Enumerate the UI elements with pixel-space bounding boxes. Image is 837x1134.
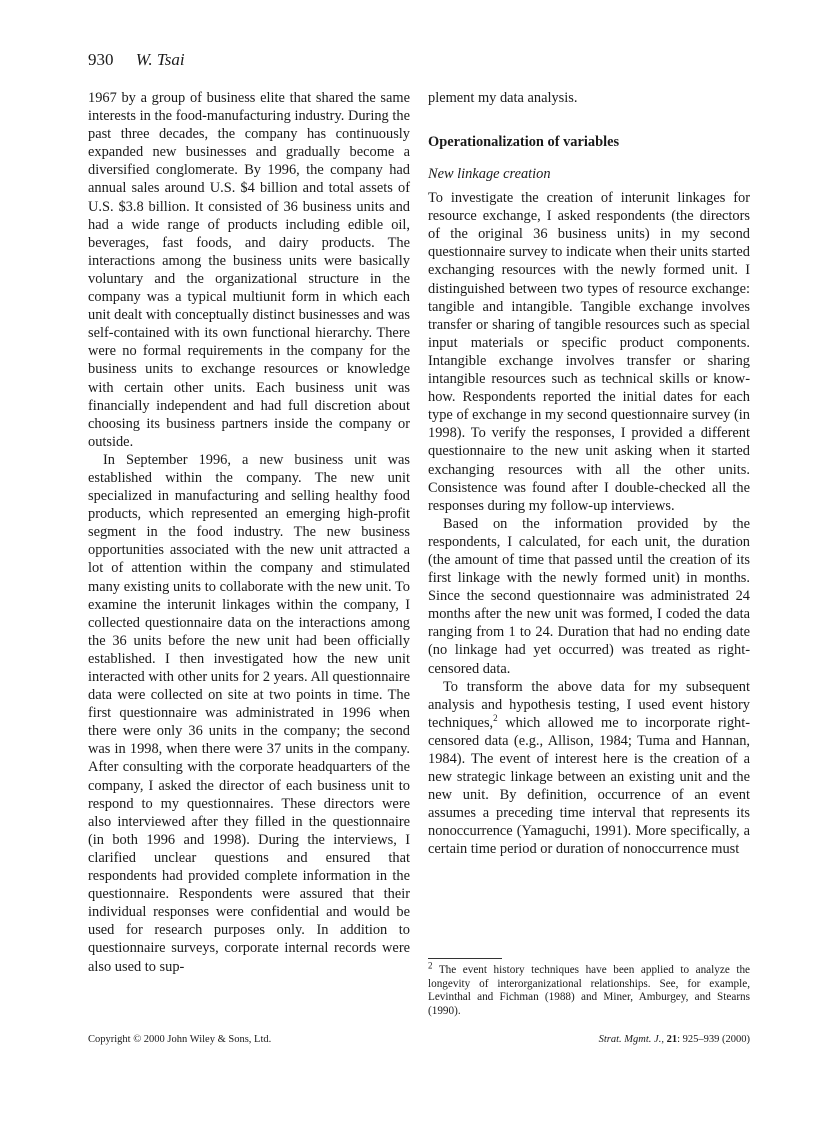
subsection-heading: New linkage creation bbox=[428, 166, 551, 183]
section-heading: Operationalization of variables bbox=[428, 134, 620, 151]
journal-pages: : 925–939 (2000) bbox=[677, 1034, 750, 1045]
journal-name: Strat. Mgmt. J., bbox=[598, 1034, 664, 1045]
paragraph: To investigate the creation of interunit linkages for resource exchange, I asked respondents (the directors of the original 36 business units) in my second questionnaire survey to indicate when their units started exchanging resources with the newly formed unit. I distinguished between two types of resource exchange: tangible and intangible. Tangible exchange involves transfer or sharing of tangible resources such as special input materials or specific product components. Intangible exchange involves transfer or sharing intangible resources such as technical skills or know-how. Respondents reported the initial dates for each type of exchange in my second questionnaire survey (in 1998). To verify the responses, I provided a different questionnaire to the new unit asking when it started exchanging resources with all the other units. Consistence was found after I double-checked all the responses during my follow-up interviews. bbox=[428, 190, 750, 514]
right-column bbox=[428, 89, 750, 859]
running-header bbox=[88, 50, 185, 70]
paragraph: Based on the information provided by the respondents, I calculated, for each unit, the duration (the amount of time that passed until the creation of its first linkage with the newly formed unit) in months. Since the second questionnaire was administrated 24 months after the new unit was formed, I coded the data ranging from 1 to 24. Duration that had no ending date (no linkage had yet occurred) was treated as right-censored data. bbox=[428, 515, 750, 677]
paragraph: 1967 by a group of business elite that shared the same interests in the food-manufacturing industry. During the past three decades, the company has continuously expanded new businesses and gradually become a diversified conglomerate. By 1996, the company had annual sales around U.S. $4 billion and total assets of U.S. $3.8 billion. It consisted of 36 business units and had a wide range of products including edible oil, beverages, fast foods, and dairy products. The interactions among the business units were basically voluntary and the organizational structure in the company was a typical multiunit form in which each unit dealt with conceptually distinct businesses and was self-contained with its own functional hierarchy. There were no formal requirements in the company for the business units to exchange resources or knowledge with certain other units. Each business unit was financially independent and had full discretion about choosing its business partners inside the company or outside. bbox=[88, 90, 410, 450]
paragraph bbox=[428, 678, 750, 859]
running-author: W. Tsai bbox=[135, 50, 185, 69]
paragraph-text: To transform the above data for my subsequent analysis and hypothesis testing, I used event history techniques, bbox=[428, 678, 750, 731]
copyright-notice: Copyright © 2000 John Wiley & Sons, Ltd. bbox=[88, 1034, 272, 1045]
footnote-text: The event history techniques have been applied to analyze the longevity of interorganizational relationships. See, for example, Levinthal and Fichman (1988) and Miner, Amburgey, and Stearns (1990). bbox=[428, 964, 750, 1017]
paragraph: plement my data analysis. bbox=[428, 90, 578, 106]
paragraph-text: which allowed me to incorporate right-censored data (e.g., Allison, 1984; Tuma and Hannan, 1984). The event of interest here is the creation of a new strategic linkage between an existing unit and the new unit. By definition, occurrence of an event assumes a preceding time interval that represents its nonoccurrence (Yamaguchi, 1991). More specifically, a certain time period or duration of nonoccurrence must bbox=[428, 714, 750, 858]
footnote-divider bbox=[428, 958, 502, 959]
journal-citation bbox=[599, 1034, 750, 1045]
footnote bbox=[428, 960, 750, 1018]
footnote-marker: 2 bbox=[428, 960, 433, 971]
journal-volume: 21 bbox=[666, 1034, 678, 1045]
page-number: 930 bbox=[88, 50, 114, 69]
footnote-reference[interactable]: 2 bbox=[493, 713, 498, 724]
paragraph: In September 1996, a new business unit was established within the company. The new unit specialized in manufacturing and selling healthy food products, which represented an emerging high-profit segment in the food industry. The new business opportunities associated with the new unit attracted a lot of attention within the company and stimulated many existing units to collaborate with the new unit. To examine the interunit linkages within the company, I collected questionnaire data on the interactions among the 36 units before the new unit had been officially established. I then investigated how the new unit interacted with other units for 2 years. All questionnaire data were collected on site at two points in time. The first questionnaire was administrated in 1996 when there were only 36 units in the company; the second was in 1998, when there were 37 units in the company. After consulting with the corporate headquarters of the company, I asked the director of each business unit to respond to my questionnaires. These directors were also interviewed after they filled in the questionnaire (in both 1996 and 1998). During the interviews, I clarified unclear questions and ensured that respondents had provided complete information in the questionnaire. Respondents were assured that their individual responses were confidential and would be used for research purposes only. In addition to questionnaire surveys, corporate internal records were also used to sup- bbox=[88, 451, 410, 975]
left-column bbox=[88, 89, 410, 976]
